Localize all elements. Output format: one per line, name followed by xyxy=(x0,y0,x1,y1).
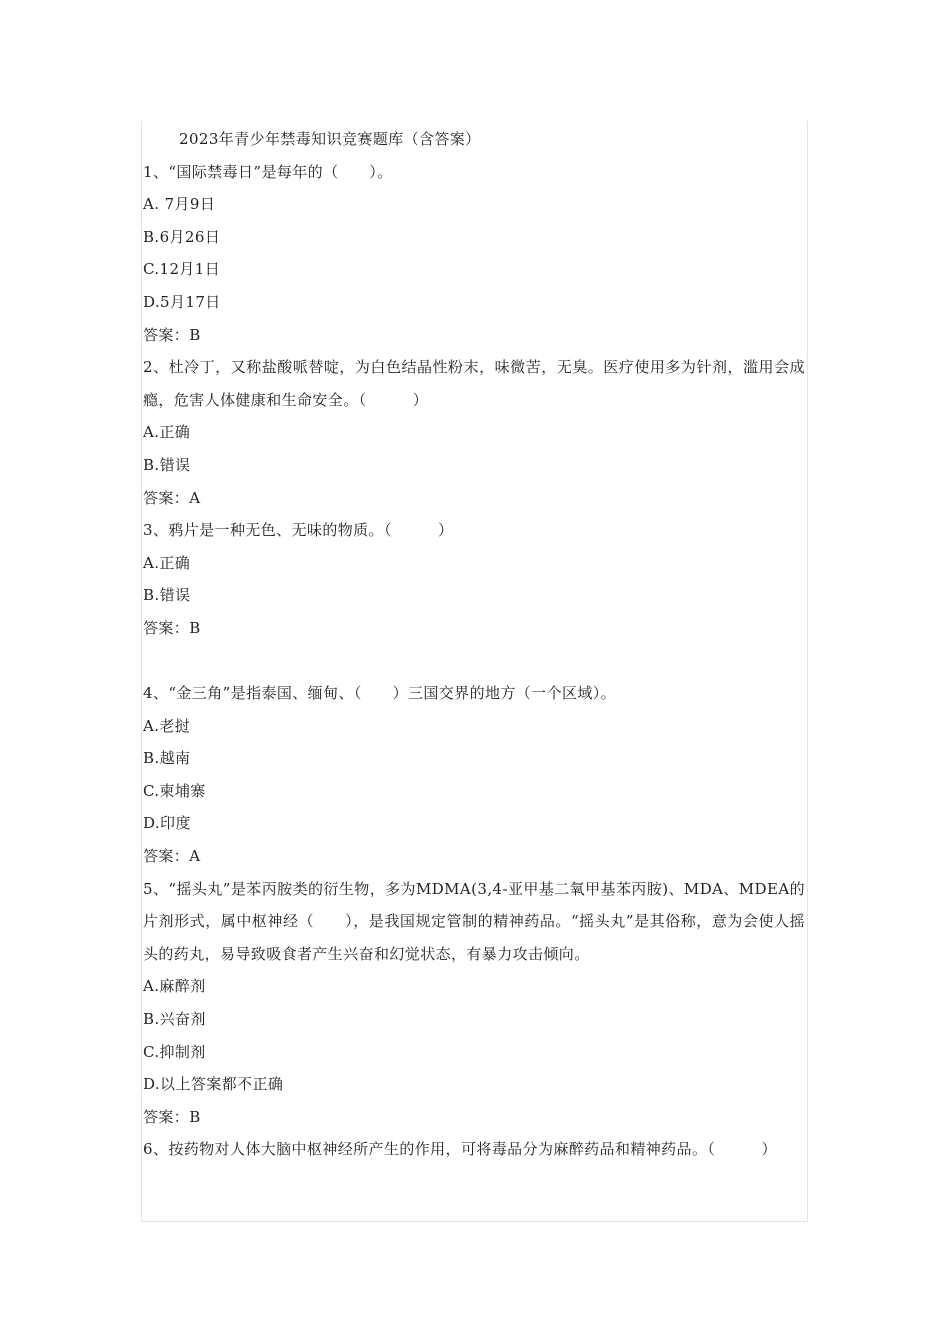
document-body xyxy=(143,123,805,1166)
question-4-answer: 答案：A xyxy=(143,847,201,866)
question-5-option-a: A.麻醉剂 xyxy=(143,977,206,996)
question-3-stem: 3、鸦片是一种无色、无味的物质。（ ） xyxy=(143,521,454,540)
question-4-stem: 4、“金三角”是指泰国、缅甸、（ ）三国交界的地方（一个区域）。 xyxy=(143,684,617,703)
question-3-option-b: B.错误 xyxy=(143,586,191,605)
question-2-option-a: A.正确 xyxy=(143,423,191,442)
question-5-option-b: B.兴奋剂 xyxy=(143,1010,206,1029)
document-title: 2023年青少年禁毒知识竞赛题库（含答案） xyxy=(179,130,481,148)
question-1-option-b: B.6月26日 xyxy=(143,227,221,246)
question-1-stem: 1、“国际禁毒日”是每年的（ ）。 xyxy=(143,162,393,181)
question-2-stem: 2、杜冷丁，又称盐酸哌替啶，为白色结晶性粉末，味微苦，无臭。医疗使用多为针剂，滥用会成瘾，危害人体健康和生命安全。（ ） xyxy=(143,358,805,409)
question-2-answer: 答案：A xyxy=(143,488,201,507)
question-5-stem: 5、“摇头丸”是苯丙胺类的衍生物，多为MDMA(3,4-亚甲基二氧甲基苯丙胺)、MDA、MDEA的片剂形式，属中枢神经（ ），是我国规定管制的精神药品。“摇头丸”是其俗称，意为会使人摇头的药丸，易导致吸食者产生兴奋和幻觉状态，有暴力攻击倾向。 xyxy=(143,879,805,963)
question-1-option-d: D.5月17日 xyxy=(143,292,221,311)
question-1-answer: 答案：B xyxy=(143,325,201,344)
question-5-answer: 答案：B xyxy=(143,1107,201,1126)
question-4-option-a: A.老挝 xyxy=(143,716,191,735)
question-1-option-c: C.12月1日 xyxy=(143,260,221,279)
question-3-option-a: A.正确 xyxy=(143,553,191,572)
question-4-option-c: C.柬埔寨 xyxy=(143,781,206,800)
question-2-option-b: B.错误 xyxy=(143,455,191,474)
blank-line xyxy=(143,645,805,678)
question-5-option-d: D.以上答案都不正确 xyxy=(143,1075,284,1094)
question-6-stem: 6、按药物对人体大脑中枢神经所产生的作用，可将毒品分为麻醉药品和精神药品。（ ） xyxy=(143,1140,777,1159)
question-4-option-d: D.印度 xyxy=(143,814,191,833)
question-5-option-c: C.抑制剂 xyxy=(143,1042,206,1061)
question-1-option-a: A. 7月9日 xyxy=(143,195,216,214)
question-3-answer: 答案：B xyxy=(143,618,201,637)
question-4-option-b: B.越南 xyxy=(143,749,191,768)
